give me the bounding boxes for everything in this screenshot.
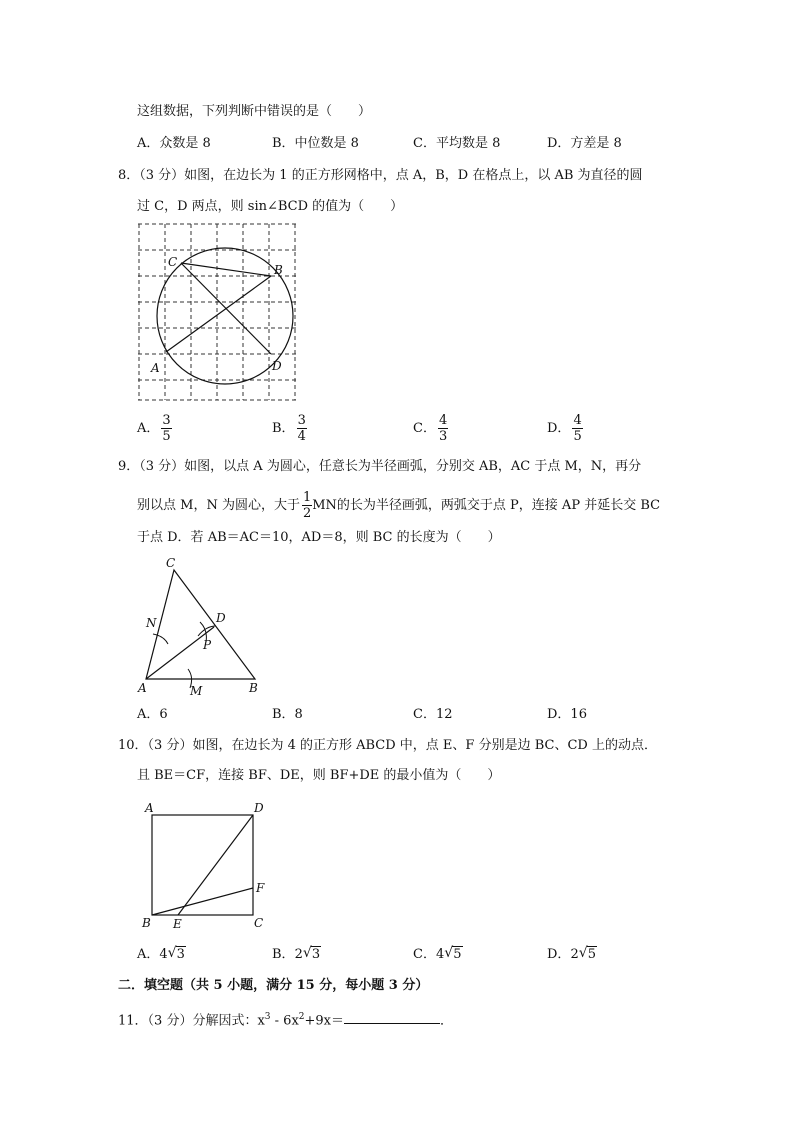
label-b: B [274, 263, 283, 277]
label-m: M [190, 684, 203, 698]
label-c: C [166, 556, 176, 570]
q7-stem-tail: 这组数据，下列判断中错误的是（ ） [137, 104, 372, 119]
square-abcd [152, 815, 253, 915]
label-p: P [203, 638, 212, 652]
q10-square-figure [136, 800, 276, 939]
q9-stem-line2: 别以点 M，N 为圆心，大于 $\frac{1}{2}$ MN的长为半径画弧，两弧交于点 P，连接 AP 并延长交 BC [137, 490, 661, 521]
q9-option-d[interactable]: D．16 [547, 707, 587, 722]
label-a: A [138, 681, 147, 695]
segment-ab [166, 276, 271, 352]
q7-option-d[interactable]: D．方差是 8 [547, 136, 622, 151]
q8-stem-line1: 8．（3 分）如图，在边长为 1 的正方形网格中，点 A，B，D 在格点上，以 AB 为直径的圆 [118, 168, 643, 183]
label-a: A [145, 801, 154, 815]
q10-option-a[interactable]: A．4 √ 3 [137, 945, 185, 962]
q8-option-c[interactable]: C． $\frac{4}{3}$ [413, 413, 448, 444]
q10-stem-line1: 10．（3 分）如图，在边长为 4 的正方形 ABCD 中，点 E、F 分别是边 BC、CD 上的动点． [118, 738, 657, 753]
q8-grid-circle-figure [136, 220, 306, 409]
segment-cd [181, 263, 271, 354]
segment-bf [152, 888, 253, 915]
q8-option-d[interactable]: D． $\frac{4}{5}$ [547, 413, 582, 444]
label-n: N [146, 616, 157, 630]
label-c: C [168, 255, 178, 269]
q8-option-b[interactable]: B． $\frac{3}{4}$ [272, 413, 306, 444]
label-d: D [254, 801, 264, 815]
triangle-abc [146, 570, 255, 679]
segment-cb [181, 263, 271, 276]
q10-option-b[interactable]: B．2 √ 3 [272, 945, 321, 962]
q11-answer-blank[interactable] [344, 1010, 440, 1024]
label-e: E [173, 917, 182, 931]
q9-option-a[interactable]: A．6 [137, 707, 168, 722]
q7-option-b[interactable]: B．中位数是 8 [272, 136, 359, 151]
section-2-heading: 二．填空题（共 5 小题，满分 15 分，每小题 3 分） [118, 978, 429, 993]
label-f: F [256, 881, 265, 895]
q8-option-a[interactable]: A． $\frac{3}{5}$ [137, 413, 171, 444]
q8-stem-line2: 过 C，D 两点，则 sin∠BCD 的值为（ ） [137, 199, 404, 214]
q9-triangle-figure [136, 552, 276, 706]
label-b: B [142, 916, 151, 930]
q9-stem-line3: 于点 D．若 AB＝AC＝10，AD＝8，则 BC 的长度为（ ） [137, 530, 501, 545]
q9-option-b[interactable]: B．8 [272, 707, 303, 722]
label-b: B [249, 681, 258, 695]
dashed-grid [138, 224, 296, 400]
q10-option-d[interactable]: D．2 √ 5 [547, 945, 596, 962]
label-c: C [254, 916, 264, 930]
label-a: A [151, 361, 160, 375]
segment-de [178, 815, 253, 915]
q7-option-c[interactable]: C．平均数是 8 [413, 136, 501, 151]
q9-stem-line1: 9．（3 分）如图，以点 A 为圆心，任意长为半径画弧，分别交 AB，AC 于点 M，N，再分 [118, 459, 642, 474]
label-d: D [272, 359, 282, 373]
label-d: D [216, 611, 226, 625]
q10-stem-line2: 且 BE＝CF，连接 BF、DE，则 BF+DE 的最小值为（ ） [137, 768, 501, 783]
q10-option-c[interactable]: C．4 √ 5 [413, 945, 462, 962]
q11-stem: 11．（3 分）分解因式：$x^3 - 6x^2+9x=$ ． [118, 1012, 454, 1029]
q7-option-a[interactable]: A．众数是 8 [137, 136, 211, 151]
q9-option-c[interactable]: C．12 [413, 707, 453, 722]
